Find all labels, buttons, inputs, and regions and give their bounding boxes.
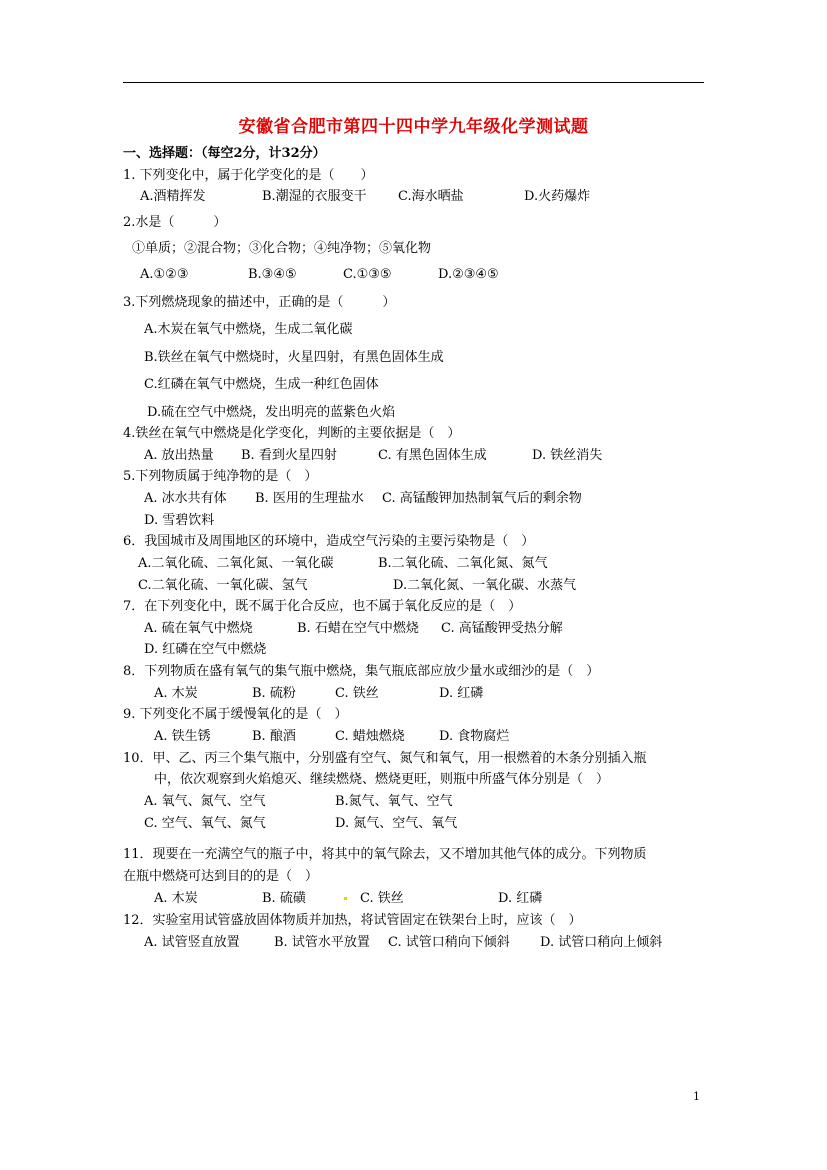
section-heading: 一、选择题：（每空2分，计32分） [123, 146, 326, 161]
q9-option-a: A. 铁生锈 [154, 729, 211, 744]
q9-stem: 9. 下列变化不属于缓慢氧化的是（ ） [123, 707, 348, 722]
q6-option-a: A.二氧化硫、二氧化氮、一氧化碳 [138, 556, 334, 571]
q11-option-d: D. 红磷 [498, 891, 543, 906]
q11-option-b: B. 硫磺 [262, 891, 306, 906]
q5-option-b: B. 医用的生理盐水 [255, 491, 364, 506]
q3-option-a: A.木炭在氧气中燃烧，生成二氧化碳 [144, 322, 353, 337]
q7-option-d: D. 红磷在空气中燃烧 [144, 642, 267, 657]
q6-option-d: D.二氧化氮、一氧化碳、水蒸气 [393, 578, 577, 593]
q8-option-a: A. 木炭 [154, 686, 198, 701]
q10-option-a: A. 氧气、氮气、空气 [144, 794, 266, 809]
q4-option-c: C. 有黑色固体生成 [378, 448, 487, 463]
q5-option-c: C. 高锰酸钾加热制氧气后的剩余物 [382, 491, 582, 506]
q2-option-d: D.②③④⑤ [438, 267, 499, 282]
q10-stem-cont: 中，依次观察到火焰熄灭、继续燃烧、燃烧更旺，则瓶中所盛气体分别是（ ） [154, 772, 610, 787]
q10-option-c: C. 空气、氧气、氮气 [144, 816, 266, 831]
q3-option-c: C.红磷在氧气中燃烧，生成一种红色固体 [144, 377, 379, 392]
q7-option-b: B. 石蜡在空气中燃烧 [297, 621, 419, 636]
q1-option-c: C.海水晒盐 [398, 189, 464, 204]
q9-option-b: B. 酿酒 [252, 729, 296, 744]
q2-option-c: C.①③⑤ [343, 267, 392, 282]
q1-option-d: D.火药爆炸 [524, 189, 591, 204]
q10-option-b: B.氮气、氧气、空气 [335, 794, 453, 809]
q6-stem: 6．我国城市及周围地区的环境中，造成空气污染的主要污染物是（ ） [123, 534, 535, 549]
yellow-dot-mark [344, 897, 347, 900]
q12-option-a: A. 试管竖直放置 [144, 935, 240, 950]
q12-stem: 12．实验室用试管盛放固体物质并加热，将试管固定在铁架台上时，应该（ ） [123, 913, 582, 928]
q11-stem: 11．现要在一充满空气的瓶子中，将其中的氧气除去，又不增加其他气体的成分。下列物质 [123, 847, 647, 862]
q2-option-b: B.③④⑤ [248, 267, 297, 282]
q1-option-b: B.潮湿的衣服变干 [262, 189, 367, 204]
q8-option-b: B. 硫粉 [252, 686, 296, 701]
q4-stem: 4.铁丝在氧气中燃烧是化学变化，判断的主要依据是（ ） [123, 426, 461, 441]
q2-subtext: ①单质；②混合物；③化合物；④纯净物；⑤氧化物 [132, 241, 432, 256]
q6-option-b: B.二氧化硫、二氧化氮、氮气 [378, 556, 548, 571]
q8-stem: 8．下列物质在盛有氧气的集气瓶中燃烧，集气瓶底部应放少量水或细沙的是（ ） [123, 664, 600, 679]
page-number: 1 [693, 1090, 700, 1103]
q7-option-a: A. 硫在氧气中燃烧 [144, 621, 253, 636]
q7-option-c: C. 高锰酸钾受热分解 [441, 621, 563, 636]
q1-option-a: A.酒精挥发 [140, 189, 206, 204]
q1-stem: 1. 下列变化中，属于化学变化的是（ ） [123, 168, 374, 183]
q10-option-d: D. 氮气、空气、氧气 [335, 816, 458, 831]
q5-option-d: D. 雪碧饮料 [144, 513, 215, 528]
q11-stem-cont: 在瓶中燃烧可达到目的的是（ ） [123, 869, 319, 884]
q9-option-d: D. 食物腐烂 [439, 729, 510, 744]
q3-option-b: B.铁丝在氧气中燃烧时，火星四射，有黑色固体生成 [144, 350, 444, 365]
q11-option-a: A. 木炭 [154, 891, 198, 906]
q2-stem: 2.水是（ ） [123, 215, 227, 230]
q12-option-b: B. 试管水平放置 [274, 935, 370, 950]
q10-stem: 10．甲、乙、丙三个集气瓶中，分别盛有空气、氮气和氧气，用一根燃着的木条分别插入瓶 [123, 751, 647, 766]
q2-option-a: A.①②③ [140, 267, 189, 282]
q12-option-c: C. 试管口稍向下倾斜 [388, 935, 510, 950]
q5-option-a: A. 冰水共有体 [144, 491, 227, 506]
q4-option-d: D. 铁丝消失 [532, 448, 603, 463]
q12-option-d: D. 试管口稍向上倾斜 [540, 935, 663, 950]
header-rule [123, 82, 704, 83]
page-title: 安徽省合肥市第四十四中学九年级化学测试题 [238, 117, 589, 137]
q9-option-c: C. 蜡烛燃烧 [335, 729, 405, 744]
q8-option-c: C. 铁丝 [335, 686, 379, 701]
q11-option-c: C. 铁丝 [360, 891, 404, 906]
q8-option-d: D. 红磷 [439, 686, 484, 701]
q3-option-d: D.硫在空气中燃烧，发出明亮的蓝紫色火焰 [147, 405, 396, 420]
q4-option-b: B. 看到火星四射 [241, 448, 337, 463]
q3-stem: 3.下列燃烧现象的描述中，正确的是（ ） [123, 295, 396, 310]
q7-stem: 7．在下列变化中，既不属于化合反应，也不属于氧化反应的是（ ） [123, 599, 522, 614]
q5-stem: 5.下列物质属于纯净物的是（ ） [123, 469, 318, 484]
q4-option-a: A. 放出热量 [144, 448, 214, 463]
q6-option-c: C.二氧化硫、一氧化碳、氢气 [138, 578, 308, 593]
